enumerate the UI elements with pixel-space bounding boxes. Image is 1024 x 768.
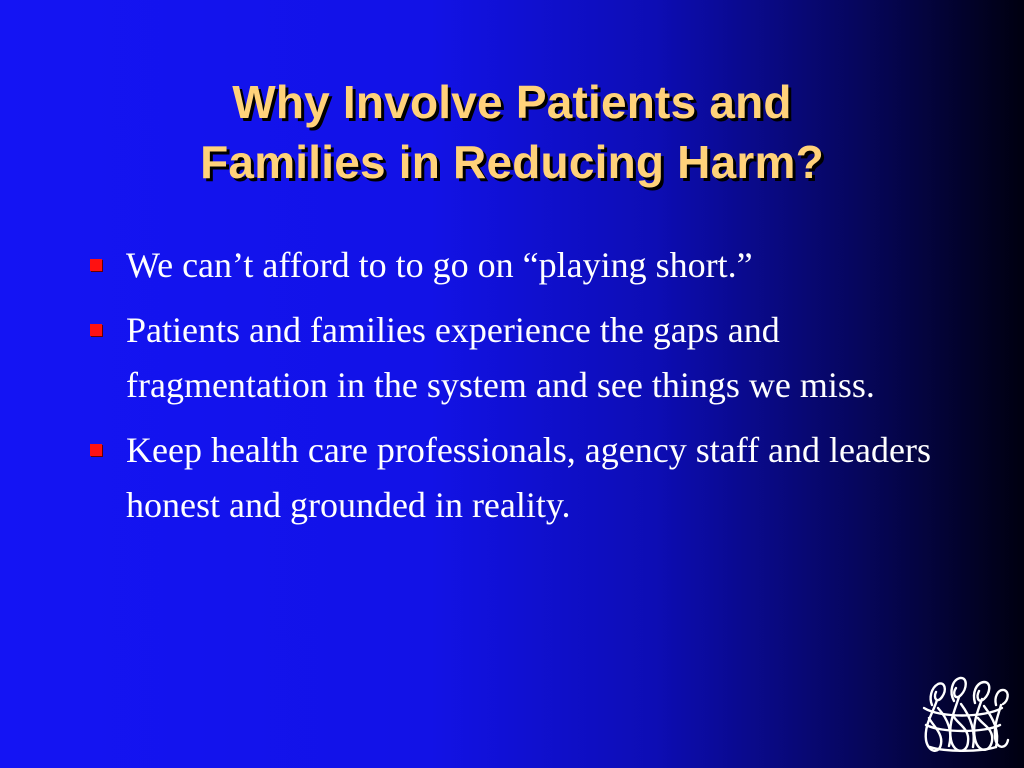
bullet-text: We can’t afford to to go on “playing short.” xyxy=(126,245,753,285)
hand-drawn-people-logo-icon xyxy=(912,670,1012,762)
title-line-2: Families in Reducing Harm? xyxy=(200,136,824,188)
bullet-item xyxy=(88,423,968,533)
square-bullet-icon xyxy=(90,444,102,456)
bullet-text: Keep health care professionals, agency staff and leaders honest and grounded in reality. xyxy=(126,430,931,525)
title-line-1: Why Involve Patients and xyxy=(232,76,792,128)
square-bullet-icon xyxy=(90,324,102,336)
bullet-item xyxy=(88,238,968,293)
slide-title xyxy=(40,72,984,192)
bullet-list xyxy=(88,238,968,543)
bullet-item xyxy=(88,303,968,413)
square-bullet-icon xyxy=(90,259,102,271)
bullet-text: Patients and families experience the gaps and fragmentation in the system and see things we miss. xyxy=(126,310,875,405)
